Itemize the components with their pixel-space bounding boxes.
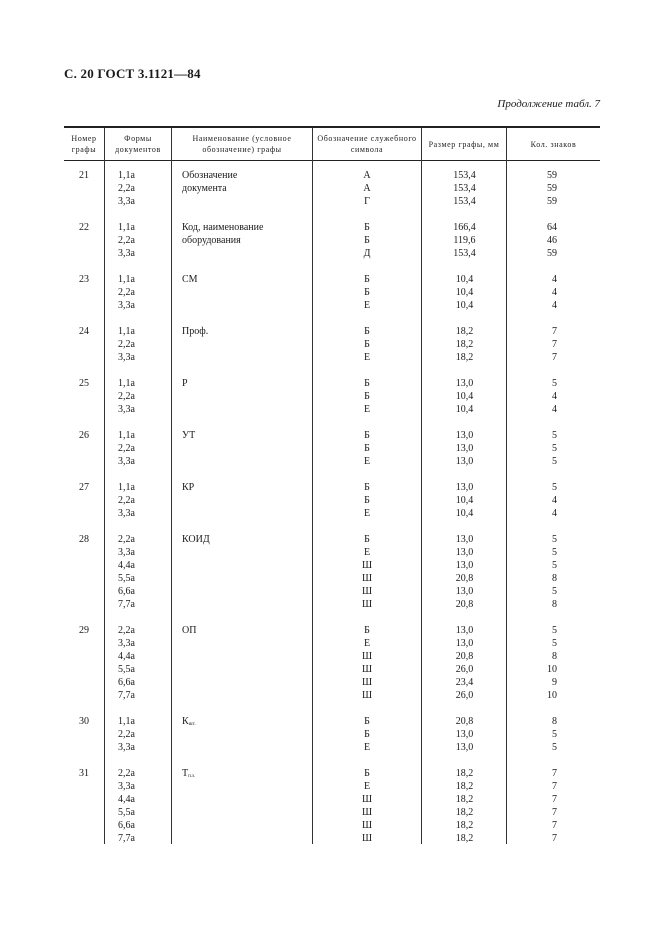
cell-size: 10,4 [455, 404, 474, 415]
cell-count: 59 [547, 170, 557, 181]
cell-symbol: Ш [361, 651, 373, 662]
cell-size: 18,2 [455, 768, 474, 779]
row-name: КОИД [182, 534, 210, 545]
cell-size: 13,0 [455, 443, 474, 454]
cell-size: 10,4 [455, 274, 474, 285]
cell-symbol: Ш [361, 573, 373, 584]
cell-count: 4 [552, 508, 557, 519]
cell-form: 3,3а [118, 196, 135, 207]
row-name: документа [182, 183, 227, 194]
cell-symbol: Б [364, 495, 370, 506]
cell-count: 8 [552, 573, 557, 584]
column-header-number: Номер графы [71, 134, 97, 154]
cell-symbol: Б [364, 443, 370, 454]
cell-form: 2,2а [118, 625, 135, 636]
cell-size: 18,2 [455, 820, 474, 831]
cell-form: 6,6а [118, 820, 135, 831]
cell-form: 1,1а [118, 274, 135, 285]
cell-size: 13,0 [455, 534, 474, 545]
table-header [64, 128, 600, 161]
cell-size: 13,0 [455, 456, 474, 467]
row-number: 31 [79, 768, 89, 779]
row-name: оборудования [182, 235, 241, 246]
cell-symbol: Е [363, 404, 371, 415]
cell-size: 166,4 [453, 222, 476, 233]
cell-symbol: Е [363, 352, 371, 363]
row-name: ОП [182, 625, 197, 636]
cell-form: 3,3а [118, 781, 135, 792]
cell-count: 5 [552, 378, 557, 389]
row-number: 27 [79, 482, 89, 493]
row-name-subscript: шт. [188, 722, 196, 727]
cell-size: 13,0 [455, 742, 474, 753]
cell-symbol: Е [363, 638, 371, 649]
cell-count: 9 [552, 677, 557, 688]
cell-symbol: Ш [361, 807, 373, 818]
cell-count: 5 [552, 534, 557, 545]
cell-count: 7 [552, 833, 557, 844]
table-continuation-label: Продолжение табл. 7 [497, 98, 600, 110]
cell-size: 13,0 [455, 560, 474, 571]
cell-size: 10,4 [455, 391, 474, 402]
row-number: 21 [79, 170, 89, 181]
cell-count: 5 [552, 443, 557, 454]
cell-symbol: Б [364, 729, 370, 740]
cell-form: 5,5а [118, 573, 135, 584]
cell-size: 18,2 [455, 833, 474, 844]
row-name: УТ [182, 430, 196, 441]
cell-form: 3,3а [118, 547, 135, 558]
row-name [182, 767, 312, 783]
cell-count: 5 [552, 638, 557, 649]
cell-form: 2,2а [118, 287, 135, 298]
cell-form: 2,2а [118, 768, 135, 779]
cell-size: 26,0 [455, 690, 474, 701]
cell-size: 18,2 [455, 807, 474, 818]
cell-symbol: Б [364, 287, 370, 298]
cell-form: 2,2а [118, 235, 135, 246]
cell-count: 4 [552, 287, 557, 298]
cell-count: 4 [552, 495, 557, 506]
cell-symbol: Б [364, 482, 370, 493]
column-header-count: Кол. знаков [530, 139, 577, 149]
cell-size: 153,4 [453, 196, 476, 207]
row-name: Проф. [182, 326, 209, 337]
cell-size: 10,4 [455, 508, 474, 519]
cell-count: 5 [552, 430, 557, 441]
cell-form: 3,3а [118, 742, 135, 753]
cell-symbol: Ш [361, 794, 373, 805]
cell-form: 3,3а [118, 456, 135, 467]
cell-form: 3,3а [118, 404, 135, 415]
row-name: КР [182, 482, 195, 493]
cell-symbol: Б [364, 222, 370, 233]
row-name: Р [182, 378, 188, 389]
cell-form: 4,4а [118, 651, 135, 662]
cell-size: 13,0 [455, 625, 474, 636]
column-header-forms: Формы документов [115, 134, 161, 154]
cell-symbol: Д [363, 248, 371, 259]
cell-count: 10 [547, 664, 557, 675]
cell-symbol: Е [363, 456, 371, 467]
row-number: 25 [79, 378, 89, 389]
cell-form: 1,1а [118, 716, 135, 727]
cell-form: 2,2а [118, 443, 135, 454]
cell-symbol: Г [364, 196, 370, 207]
cell-size: 13,0 [455, 482, 474, 493]
cell-form: 3,3а [118, 300, 135, 311]
row-number: 28 [79, 534, 89, 545]
cell-count: 10 [547, 690, 557, 701]
column-header-name: Наименование (условное обозначение) графы [192, 134, 292, 154]
cell-count: 7 [552, 781, 557, 792]
row-name-subscript: п.з. [188, 774, 196, 779]
row-number: 22 [79, 222, 89, 233]
cell-symbol: Ш [361, 664, 373, 675]
row-number: 30 [79, 716, 89, 727]
cell-form: 1,1а [118, 430, 135, 441]
row-number: 26 [79, 430, 89, 441]
cell-count: 59 [547, 248, 557, 259]
cell-form: 4,4а [118, 794, 135, 805]
cell-symbol: Б [364, 391, 370, 402]
cell-form: 7,7а [118, 599, 135, 610]
row-number: 23 [79, 274, 89, 285]
column-header-symbol: Обозначение служебного символа [317, 134, 417, 154]
cell-symbol: Ш [361, 586, 373, 597]
cell-symbol: Ш [361, 677, 373, 688]
cell-form: 7,7а [118, 690, 135, 701]
cell-symbol: Е [363, 508, 371, 519]
cell-size: 10,4 [455, 300, 474, 311]
cell-symbol: Б [364, 235, 370, 246]
cell-symbol: А [363, 170, 371, 181]
cell-form: 5,5а [118, 664, 135, 675]
cell-size: 10,4 [455, 495, 474, 506]
cell-symbol: Б [364, 378, 370, 389]
cell-count: 8 [552, 599, 557, 610]
row-name-main: К [182, 716, 189, 727]
cell-symbol: Б [364, 339, 370, 350]
page-header: С. 20 ГОСТ 3.1121—84 [64, 66, 201, 81]
cell-count: 7 [552, 768, 557, 779]
cell-count: 7 [552, 352, 557, 363]
cell-form: 6,6а [118, 677, 135, 688]
cell-count: 7 [552, 326, 557, 337]
cell-symbol: Б [364, 768, 370, 779]
cell-size: 13,0 [455, 547, 474, 558]
cell-count: 7 [552, 339, 557, 350]
cell-symbol: Ш [361, 820, 373, 831]
cell-form: 6,6а [118, 586, 135, 597]
cell-form: 3,3а [118, 638, 135, 649]
cell-count: 5 [552, 742, 557, 753]
cell-symbol: Ш [361, 560, 373, 571]
cell-symbol: Е [363, 781, 371, 792]
cell-symbol: Б [364, 430, 370, 441]
cell-size: 13,0 [455, 729, 474, 740]
cell-size: 18,2 [455, 326, 474, 337]
cell-size: 153,4 [453, 183, 476, 194]
cell-count: 5 [552, 560, 557, 571]
cell-form: 2,2а [118, 495, 135, 506]
row-name [182, 715, 312, 731]
cell-size: 10,4 [455, 287, 474, 298]
cell-size: 153,4 [453, 248, 476, 259]
cell-form: 2,2а [118, 729, 135, 740]
cell-symbol: Е [363, 300, 371, 311]
cell-symbol: А [363, 183, 371, 194]
cell-count: 8 [552, 651, 557, 662]
cell-count: 4 [552, 391, 557, 402]
cell-symbol: Б [364, 534, 370, 545]
cell-symbol: Е [363, 547, 371, 558]
cell-size: 20,8 [455, 573, 474, 584]
row-number: 29 [79, 625, 89, 636]
cell-form: 1,1а [118, 482, 135, 493]
cell-symbol: Ш [361, 599, 373, 610]
cell-size: 20,8 [455, 716, 474, 727]
cell-symbol: Ш [361, 690, 373, 701]
cell-symbol: Б [364, 716, 370, 727]
cell-count: 7 [552, 807, 557, 818]
cell-form: 1,1а [118, 378, 135, 389]
cell-symbol: Ш [361, 833, 373, 844]
cell-form: 3,3а [118, 248, 135, 259]
column-divider [104, 128, 105, 844]
cell-symbol: Е [363, 742, 371, 753]
cell-size: 18,2 [455, 794, 474, 805]
cell-symbol: Б [364, 326, 370, 337]
cell-form: 1,1а [118, 170, 135, 181]
data-table [64, 126, 600, 844]
cell-count: 5 [552, 482, 557, 493]
cell-count: 64 [547, 222, 557, 233]
cell-form: 2,2а [118, 339, 135, 350]
cell-count: 5 [552, 586, 557, 597]
cell-count: 7 [552, 820, 557, 831]
cell-size: 18,2 [455, 352, 474, 363]
column-divider [171, 128, 172, 844]
row-name: СМ [182, 274, 198, 285]
cell-size: 26,0 [455, 664, 474, 675]
cell-count: 4 [552, 274, 557, 285]
row-name-main: Т [182, 768, 189, 779]
cell-count: 5 [552, 729, 557, 740]
cell-size: 20,8 [455, 599, 474, 610]
cell-size: 18,2 [455, 339, 474, 350]
cell-symbol: Б [364, 274, 370, 285]
cell-count: 4 [552, 300, 557, 311]
cell-count: 46 [547, 235, 557, 246]
cell-form: 1,1а [118, 326, 135, 337]
cell-count: 5 [552, 456, 557, 467]
cell-size: 13,0 [455, 378, 474, 389]
cell-form: 2,2а [118, 534, 135, 545]
cell-symbol: Б [364, 625, 370, 636]
cell-size: 13,0 [455, 430, 474, 441]
cell-size: 153,4 [453, 170, 476, 181]
cell-form: 2,2а [118, 391, 135, 402]
cell-form: 4,4а [118, 560, 135, 571]
cell-size: 13,0 [455, 586, 474, 597]
cell-count: 7 [552, 794, 557, 805]
cell-form: 1,1а [118, 222, 135, 233]
cell-size: 119,6 [453, 235, 476, 246]
cell-count: 5 [552, 625, 557, 636]
cell-form: 7,7а [118, 833, 135, 844]
row-number: 24 [79, 326, 89, 337]
cell-count: 8 [552, 716, 557, 727]
cell-form: 5,5а [118, 807, 135, 818]
cell-count: 59 [547, 196, 557, 207]
cell-size: 23,4 [455, 677, 474, 688]
cell-count: 5 [552, 547, 557, 558]
cell-count: 59 [547, 183, 557, 194]
column-header-size: Размер графы, мм [428, 139, 500, 149]
cell-count: 4 [552, 404, 557, 415]
row-name: Код, наименование [182, 222, 264, 233]
cell-size: 13,0 [455, 638, 474, 649]
cell-size: 18,2 [455, 781, 474, 792]
cell-form: 2,2а [118, 183, 135, 194]
row-name: Обозначение [182, 170, 238, 181]
cell-size: 20,8 [455, 651, 474, 662]
cell-form: 3,3а [118, 508, 135, 519]
cell-form: 3,3а [118, 352, 135, 363]
